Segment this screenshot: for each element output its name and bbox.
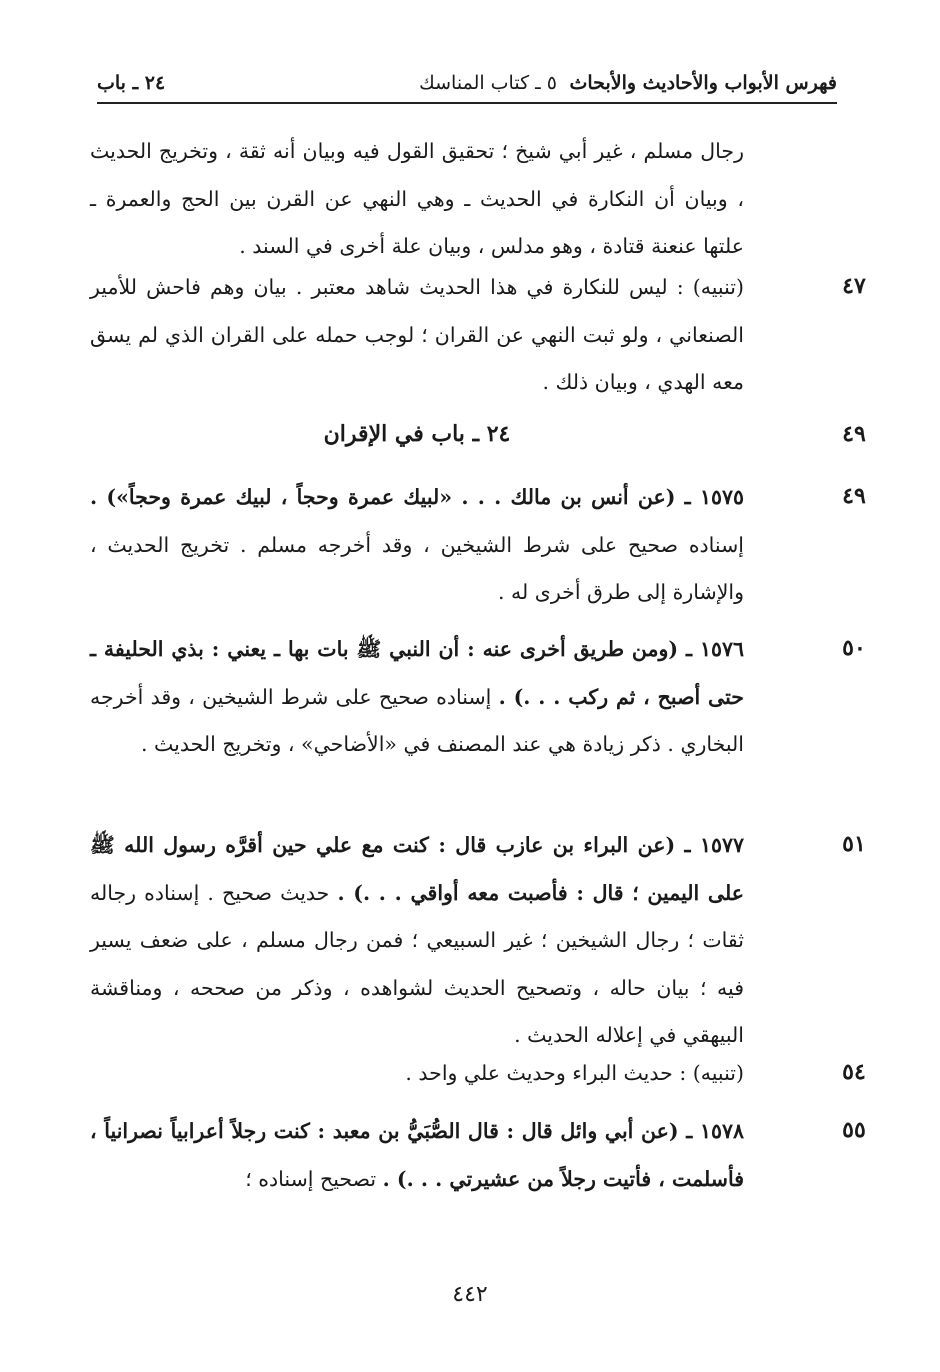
entry-text: رجال مسلم ، غير أبي شيخ ؛ تحقيق القول فيه وبيان أنه ثقة ، وتخريج الحديث ، وبيان أن النكارة في الحديث ـ وهي النهي عن القرن بين الحج والعمرة ـ علتها عنعنة قتادة ، وهو مدلس ، وبيان علة أخرى في السند .	[90, 139, 744, 258]
page-ref-number: ٤٧	[842, 273, 866, 299]
entry-text: (تنبيه) : حديث البراء وحديث علي واحد .	[405, 1061, 744, 1085]
page-ref-number: ٤٩	[842, 421, 866, 447]
page-ref-number: ٥٤	[842, 1059, 866, 1085]
page-ref-number: ٥٥	[842, 1117, 866, 1143]
hadith-lead: ١٥٧٨ ـ (عن أبي وائل قال : قال الصُّبَيُّ بن معبد : كنت رجلاً أعرابياً نصرانياً ، فأسلمت ، فأتيت رجلاً من عشيرتي . . .) .	[90, 1119, 744, 1191]
page-ref-number: ٤٩	[842, 483, 866, 509]
hadith-commentary: تصحيح إسناده ؛	[245, 1166, 383, 1191]
entry-text	[90, 1108, 744, 1203]
hadith-lead: ١٥٧٦ ـ (ومن طريق أخرى عنه : أن النبي ﷺ بات بها ـ يعني : بذي الحليفة ـ حتى أصبح ، ثم ركب . . .) .	[90, 637, 744, 709]
running-header	[97, 68, 837, 104]
entry-text: (تنبيه) : ليس للنكارة في هذا الحديث شاهد معتبر . بيان وهم فاحش للأمير الصنعاني ، ولو ثبت النهي عن القران ؛ لوجب حمله على القران الذي لم يسق معه الهدي ، وبيان ذلك .	[90, 275, 744, 394]
header-book-title: ٥ ـ كتاب المناسك	[419, 72, 557, 94]
hadith-commentary: حديث صحيح . إسناده رجاله ثقات ؛ رجال الشيخين ؛ غير السبيعي ؛ فمن رجال مسلم ، على ضعف يسير فيه ؛ بيان حاله ، وتصحيح الحديث لشواهده ، وذكر من صححه ، ومناقشة البيهقي في إعلاله الحديث .	[90, 880, 744, 1047]
hadith-commentary: إسناده صحيح على شرط الشيخين ، وقد أخرجه مسلم . تخريج الحديث ، والإشارة إلى طرق أخرى له .	[90, 532, 744, 604]
page-ref-number: ٥١	[842, 831, 866, 857]
entry-text	[90, 822, 744, 1060]
header-chapter-title: ٢٤ ـ باب	[97, 72, 166, 94]
hadith-commentary: إسناده صحيح على شرط الشيخين ، وقد أخرجه البخاري . ذكر زيادة هي عند المصنف في «الأضاحي» ، وتخريج الحديث .	[90, 684, 744, 756]
entry-text	[90, 474, 744, 617]
hadith-lead: ١٥٧٥ ـ (عن أنس بن مالك . . . «لبيك عمرة وحجاً ، لبيك عمرة وحجاً») .	[90, 485, 744, 509]
page-ref-number: ٥٠	[842, 635, 866, 661]
entry-text	[90, 626, 744, 769]
hadith-lead: ١٥٧٧ ـ (عن البراء بن عازب قال : كنت مع علي حين أقرَّه رسول الله ﷺ على اليمين ؛ قال : فأصبت معه أواقي . . .) .	[90, 833, 744, 905]
page-number: ٤٤٢	[452, 1282, 488, 1307]
section-title: ٢٤ ـ باب في الإقران	[323, 421, 511, 447]
header-index-title: فهرس الأبواب والأحاديث والأبحاث	[569, 72, 837, 94]
